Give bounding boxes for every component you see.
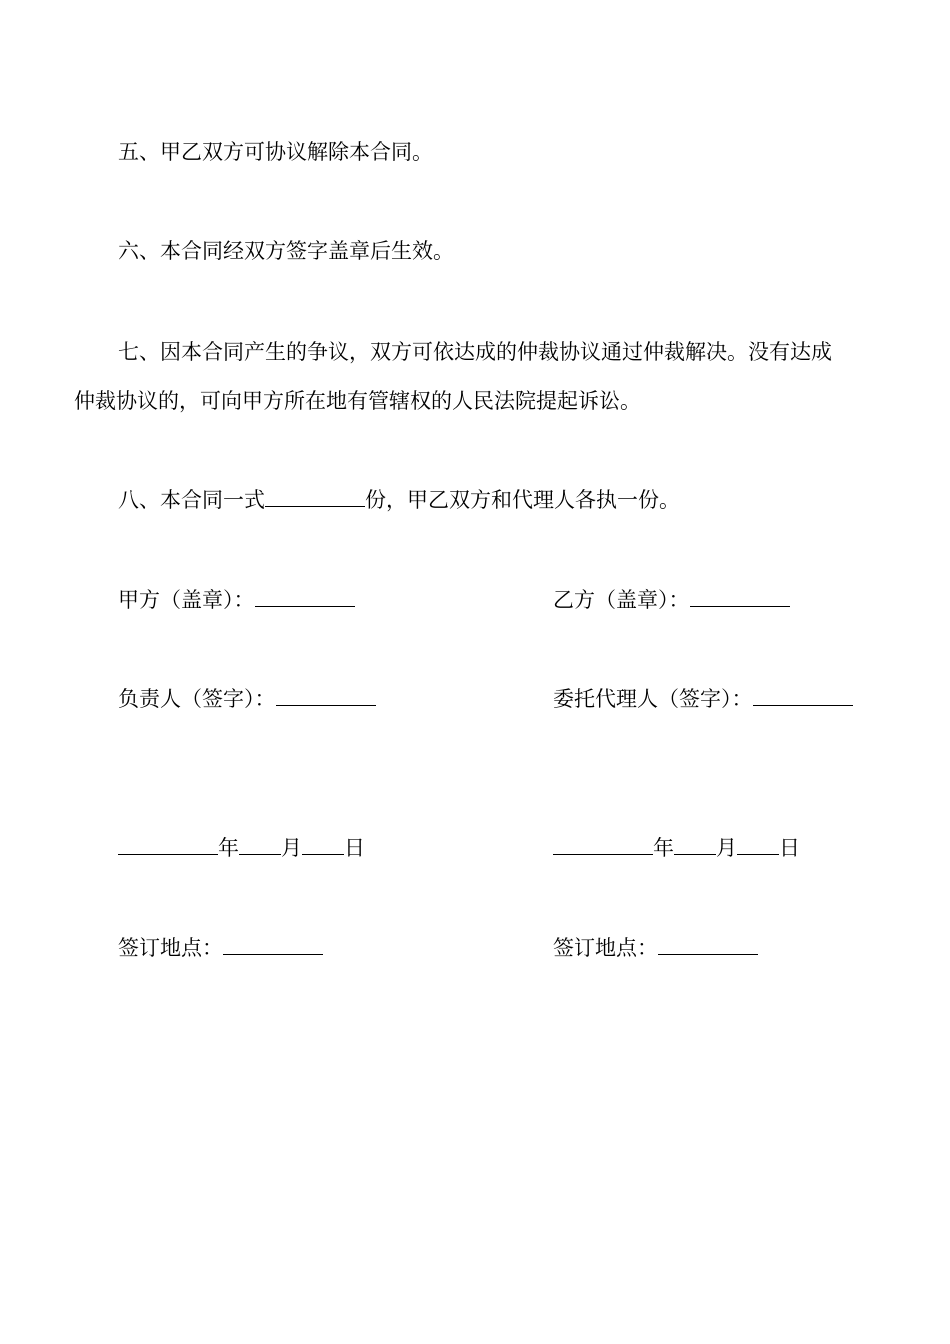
date-right-day: 日 <box>779 836 800 860</box>
date-right-month: 月 <box>716 836 737 860</box>
date-left-day: 日 <box>344 836 365 860</box>
date-left-month-blank[interactable] <box>239 834 281 855</box>
date-left <box>118 834 365 862</box>
agent-signature <box>553 685 853 713</box>
party-a-seal-blank[interactable] <box>255 586 355 607</box>
responsible-signature-label: 负责人（签字）： <box>118 687 276 711</box>
party-b-seal-label: 乙方（盖章）： <box>553 588 690 612</box>
date-right <box>553 834 800 862</box>
date-left-year-blank[interactable] <box>118 834 218 855</box>
responsible-signature <box>118 685 376 713</box>
clause-5: 五、甲乙双方可协议解除本合同。 <box>118 140 433 164</box>
clause-7-line-1: 七、因本合同产生的争议，双方可依达成的仲裁协议通过仲裁解决。没有达成 <box>118 340 832 364</box>
party-b-seal <box>553 586 790 614</box>
party-a-seal-label: 甲方（盖章）： <box>118 588 255 612</box>
signing-place-right-label: 签订地点： <box>553 936 658 960</box>
clause-6: 六、本合同经双方签字盖章后生效。 <box>118 239 454 263</box>
clause-7-line-2: 仲裁协议的，可向甲方所在地有管辖权的人民法院提起诉讼。 <box>74 389 641 413</box>
clause-8-suffix: 份，甲乙双方和代理人各执一份。 <box>365 488 680 512</box>
responsible-signature-blank[interactable] <box>276 685 376 706</box>
clause-8-prefix: 八、本合同一式 <box>118 488 265 512</box>
date-right-day-blank[interactable] <box>737 834 779 855</box>
date-left-month: 月 <box>281 836 302 860</box>
date-right-year: 年 <box>653 836 674 860</box>
date-right-month-blank[interactable] <box>674 834 716 855</box>
party-b-seal-blank[interactable] <box>690 586 790 607</box>
signing-place-right-blank[interactable] <box>658 934 758 955</box>
clause-8 <box>118 486 680 514</box>
agent-signature-blank[interactable] <box>753 685 853 706</box>
agent-signature-label: 委托代理人（签字）： <box>553 687 753 711</box>
date-right-year-blank[interactable] <box>553 834 653 855</box>
date-left-year: 年 <box>218 836 239 860</box>
signing-place-left-label: 签订地点： <box>118 936 223 960</box>
signing-place-right <box>553 934 758 962</box>
date-left-day-blank[interactable] <box>302 834 344 855</box>
signing-place-left <box>118 934 323 962</box>
signing-place-left-blank[interactable] <box>223 934 323 955</box>
copies-blank[interactable] <box>265 486 365 507</box>
party-a-seal <box>118 586 355 614</box>
